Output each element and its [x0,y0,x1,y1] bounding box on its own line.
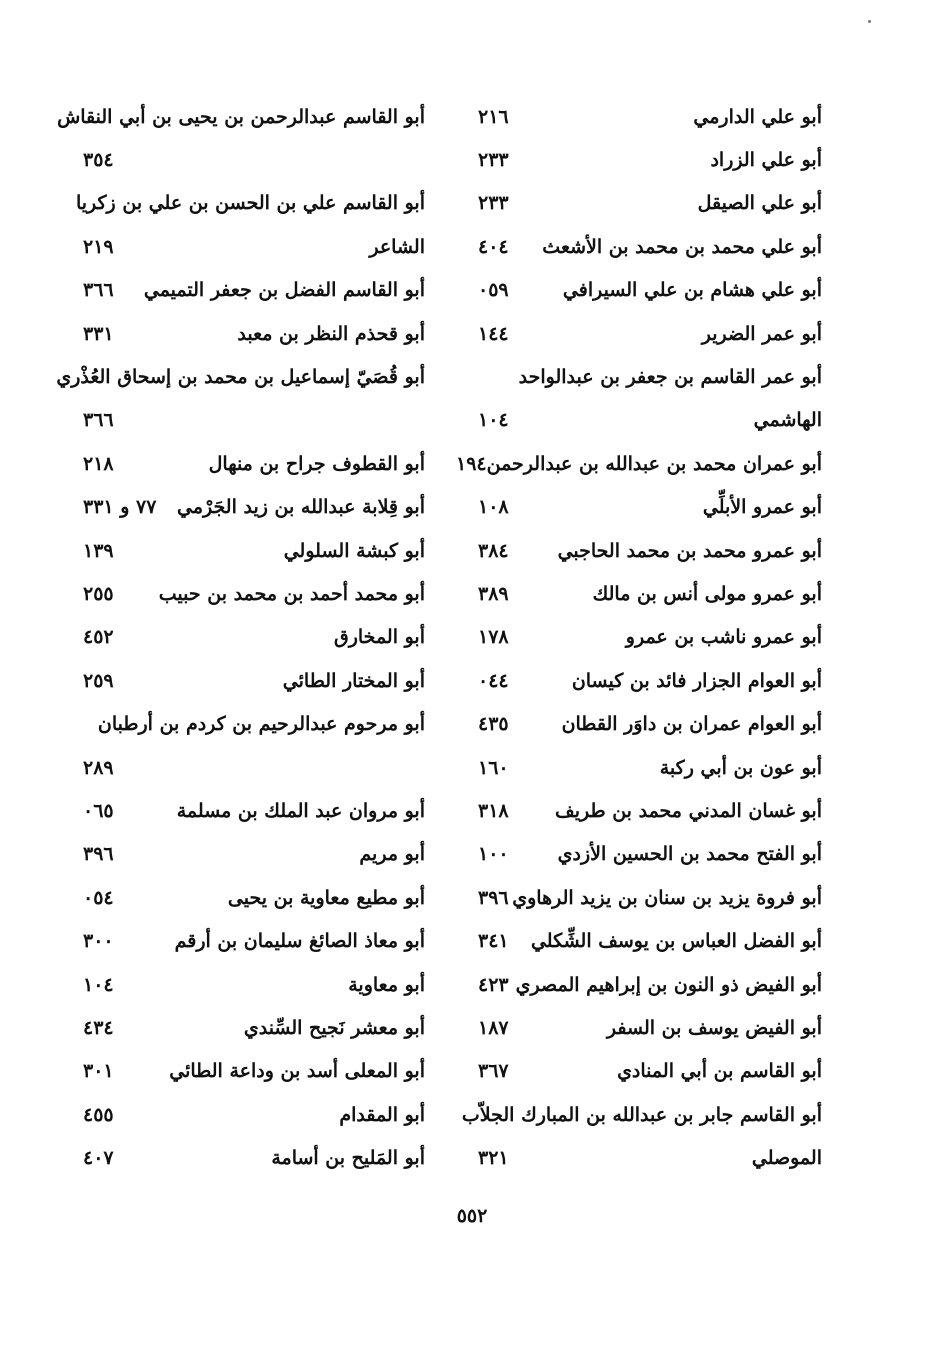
index-entry-continuation [75,746,425,789]
entry-name: أبو علي الصيقل [697,192,822,215]
index-entry [75,269,425,312]
entry-name: أبو القاسم بن أبي المنادي [617,1060,822,1083]
index-entry [470,659,822,702]
index-entry [75,486,425,529]
entry-page: ٤٣٤ [83,1016,114,1039]
index-entry [470,312,822,355]
index-entry [470,789,822,832]
index-entry [75,1050,425,1093]
index-entry [470,95,822,138]
entry-page: ٣٨٤ [478,539,509,562]
entry-page: ١٧٨ [478,626,509,649]
entry-name: أبو الفيض يوسف بن السفر [606,1016,822,1039]
entry-name: الهاشمي [753,409,822,432]
entry-page: ٣٤١ [478,930,509,953]
entry-name: أبو العوام عمران بن داوَر القطان [561,713,822,736]
index-entry [56,355,425,398]
entry-page: ٣٨٩ [478,582,509,605]
entry-page: ٤٥٥ [83,1103,114,1126]
entry-page: ٣٣١ [83,322,114,345]
index-entry [470,486,822,529]
index-entry-continuation [75,138,425,181]
index-entry-continuation [470,399,822,442]
entry-page: ٠٥٩ [478,279,509,302]
entry-name: أبو مرحوم عبدالرحيم بن كردم بن أرطبان [97,713,425,736]
entry-page: ١٩٤ [455,452,487,475]
entry-page: ٤٢٣ [478,973,509,996]
index-entry [75,1006,425,1049]
index-entry [470,269,822,312]
entry-name: أبو المَليح بن أسامة [271,1147,425,1170]
entry-name: أبو مطيع معاوية بن يحيى [227,886,425,909]
index-entry-continuation [75,225,425,268]
entry-page: ٢٣٣ [478,192,509,215]
index-entry [75,182,425,225]
entry-page: ١٤٤ [478,322,509,345]
entry-page: ٢١٨ [83,452,114,475]
entry-name: أبو القاسم عبدالرحمن بن يحيى بن أبي النقاش [57,105,425,128]
page-number: ٥٥٢ [456,1205,488,1227]
index-entry [455,442,822,485]
entry-name: أبو المخارق [333,626,425,649]
entry-name: أبو قحذم النظر بن معبد [237,322,425,345]
entry-page: ٤٠٧ [83,1147,114,1170]
entry-page: ٣٦٦ [83,279,114,302]
entry-page: ١٨٧ [478,1016,509,1039]
index-entry [75,312,425,355]
entry-page: ٣٩٦ [478,886,509,909]
entry-name: أبو القاسم الفضل بن جعفر التميمي [143,279,425,302]
entry-name: أبو قِلابة عبدالله بن زيد الجَرْمي [177,496,425,519]
entry-name: أبو قُصَيّ إسماعيل بن محمد بن إسحاق العُذْري [56,366,425,389]
index-entry [75,1093,425,1136]
entry-page: ٢٥٩ [83,669,114,692]
index-entry [461,1093,822,1136]
index-entry [470,138,822,181]
entry-page: ٣٦٦ [83,409,114,432]
entry-page: ٣٠١ [83,1060,114,1083]
entry-name: أبو المقدام [339,1103,425,1126]
index-entry [470,1006,822,1049]
index-entry [470,833,822,876]
entry-page: ١٠٠ [478,843,509,866]
entry-page: ٣٢١ [478,1147,509,1170]
index-entry [75,442,425,485]
index-column-left [56,95,425,1180]
entry-page: ١٠٤ [478,409,509,432]
entry-page: ٠٥٤ [83,886,114,909]
entry-name: أبو معاذ الصائغ سليمان بن أرقم [174,930,425,953]
index-entry [470,919,822,962]
entry-name: أبو محمد أحمد بن محمد بن حبيب [158,582,425,605]
scan-speck [868,20,871,23]
index-entry [470,225,822,268]
entry-page: ٣٠٠ [83,930,114,953]
entry-name: أبو الفضل العباس بن يوسف الشِّكلي [530,930,822,953]
entry-name: أبو فروة يزيد بن سنان بن يزيد الرهاوي [512,886,822,909]
entry-page: ٠٦٥ [83,799,114,822]
entry-page: ٤٥٢ [83,626,114,649]
index-entry [470,182,822,225]
entry-page: ١٠٨ [478,496,509,519]
index-entry [470,876,822,919]
index-column-right [455,95,822,1180]
entry-page: ٣٥٤ [83,149,114,172]
entry-name: أبو علي محمد بن محمد بن الأشعث [542,235,822,258]
entry-name: أبو الفيض ذو النون بن إبراهيم المصري [515,973,822,996]
index-entry [470,529,822,572]
entry-page: ١٦٠ [478,756,509,779]
entry-name: الشاعر [369,235,425,258]
entry-name: أبو المعلى أسد بن وداعة الطائي [169,1060,425,1083]
entry-page: ٤٣٥ [478,713,509,736]
entry-name: أبو علي الدارمي [693,105,822,128]
entry-page: ٠٤٤ [478,669,509,692]
index-entry [75,616,425,659]
index-entry [75,919,425,962]
entry-page: ٣٦٧ [478,1060,509,1083]
entry-name: أبو عمر القاسم بن جعفر بن عبدالواحد [518,366,822,389]
index-entry [75,572,425,615]
index-entry [470,963,822,1006]
entry-page: ٢١٦ [478,105,509,128]
index-entry-continuation [75,399,425,442]
entry-page: ٤٠٤ [478,235,509,258]
index-entry [75,876,425,919]
entry-name: أبو مريم [359,843,425,866]
index-entry [470,355,822,398]
entry-page: ١٣٩ [83,539,114,562]
index-entry [75,659,425,702]
entry-name: أبو عمرو ناشب بن عمرو [625,626,822,649]
entry-name: أبو الفتح محمد بن الحسين الأزدي [557,843,822,866]
index-entry [75,963,425,1006]
index-entry [57,95,425,138]
entry-name: أبو عمران محمد بن عبدالله بن عبدالرحمن [486,452,822,475]
index-entry [75,529,425,572]
entry-name: أبو القاسم جابر بن عبدالله بن المبارك الجلاّب [461,1103,822,1126]
entry-name: أبو العوام الجزار فائد بن كيسان [571,669,822,692]
entry-name: أبو المختار الطائي [282,669,425,692]
index-entry [470,702,822,745]
entry-page: ٣٩٦ [83,843,114,866]
entry-page: ٢٨٩ [83,756,114,779]
entry-name: أبو علي الزراد [710,149,822,172]
entry-page: ٧٧ و ٣٣١ [83,496,157,519]
entry-name: أبو عون بن أبي ركبة [659,756,822,779]
index-entry [75,1136,425,1179]
entry-page: ٢٥٥ [83,582,114,605]
entry-name: أبو القطوف جراح بن منهال [208,452,425,475]
entry-name: أبو عمرو مولى أنس بن مالك [592,582,822,605]
entry-page: ١٠٤ [83,973,114,996]
entry-name: أبو عمر الضرير [701,322,822,345]
entry-name: أبو معاوية [348,973,425,996]
entry-name: الموصلي [751,1147,822,1170]
index-entry [75,702,425,745]
entry-name: أبو كبشة السلولي [283,539,425,562]
index-entry [470,572,822,615]
entry-name: أبو عمرو محمد بن محمد الحاجبي [557,539,822,562]
entry-name: أبو معشر نَجيح السِّندي [243,1016,425,1039]
index-entry-continuation [470,1136,822,1179]
entry-page: ٢٣٣ [478,149,509,172]
index-entry [470,1050,822,1093]
entry-name: أبو غسان المدني محمد بن طريف [555,799,822,822]
entry-name: أبو عمرو الأبلِّي [702,496,822,519]
index-entry [75,789,425,832]
entry-name: أبو مروان عبد الملك بن مسلمة [176,799,425,822]
entry-page: ٣١٨ [478,799,509,822]
entry-name: أبو علي هشام بن علي السيرافي [562,279,822,302]
index-entry [75,833,425,876]
entry-name: أبو القاسم علي بن الحسن بن علي بن زكريا [75,192,425,215]
index-entry [470,746,822,789]
entry-page: ٢١٩ [83,235,114,258]
index-entry [470,616,822,659]
